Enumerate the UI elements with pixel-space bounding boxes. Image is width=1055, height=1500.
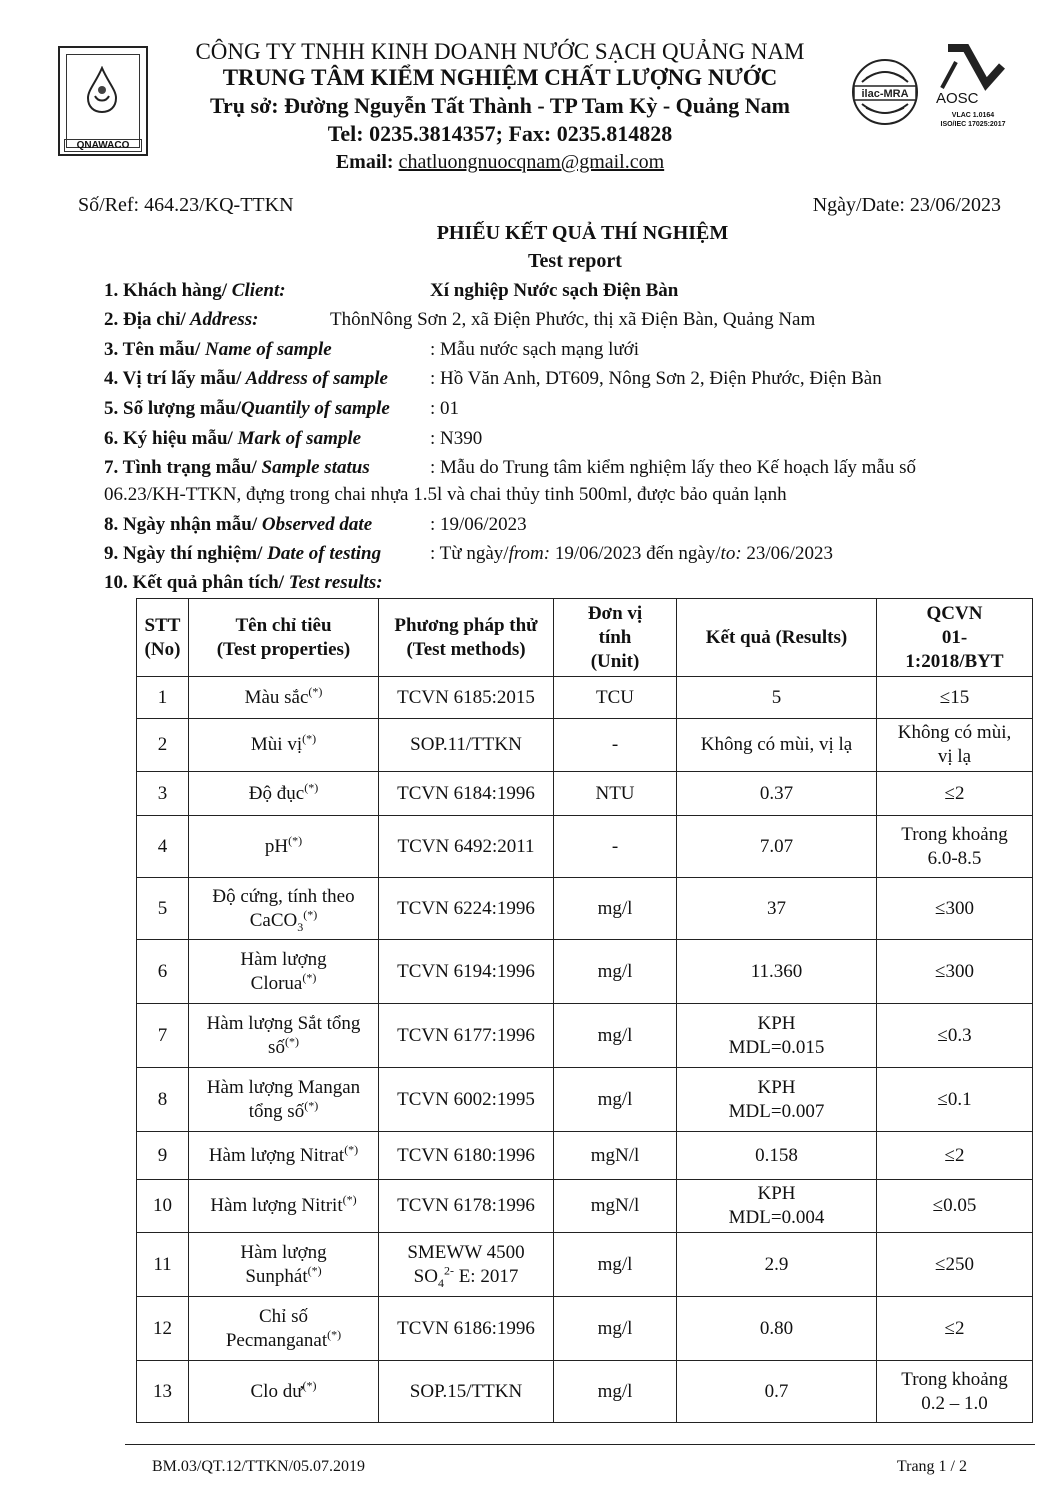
row-method: TCVN 6002:1995 [379, 1068, 554, 1132]
row-property: Hàm lượng Sunphát(*) [189, 1233, 379, 1297]
reference-number: Số/Ref: 464.23/KQ-TTKN [78, 194, 294, 216]
row-stt: 9 [137, 1132, 189, 1180]
row-stt: 6 [137, 940, 189, 1004]
row-stt: 2 [137, 719, 189, 772]
row-stt: 1 [137, 677, 189, 719]
row-result: KPH MDL=0.015 [677, 1004, 877, 1068]
table-row [137, 940, 1033, 1004]
row-property: Độ đục(*) [189, 772, 379, 816]
row-limit: Trong khoảng 0.2 – 1.0 [877, 1361, 1033, 1423]
sample-status-value-cont: 06.23/KH-TTKN, đựng trong chai nhựa 1.5l và chai thủy tinh 500ml, được bảo quản lạnh [104, 484, 787, 505]
row-limit: Không có mùi, vị lạ [877, 719, 1033, 772]
sample-status-label: 7. Tình trạng mẫu/ Sample status [104, 457, 370, 478]
row-limit: ≤2 [877, 1297, 1033, 1361]
row-limit: ≤2 [877, 1132, 1033, 1180]
water-drop-icon [84, 66, 120, 114]
row-limit: ≤2 [877, 772, 1033, 816]
row-stt: 3 [137, 772, 189, 816]
table-row [137, 772, 1033, 816]
sample-quantity-value: : 01 [430, 398, 460, 419]
row-limit: ≤0.3 [877, 1004, 1033, 1068]
company-name: CÔNG TY TNHH KINH DOANH NƯỚC SẠCH QUẢNG NAM [195, 39, 805, 64]
row-method: TCVN 6186:1996 [379, 1297, 554, 1361]
row-property: Clo dư(*) [189, 1361, 379, 1423]
row-method: TCVN 6184:1996 [379, 772, 554, 816]
observed-date-value: : 19/06/2023 [430, 514, 527, 535]
table-row [137, 816, 1033, 878]
sample-mark-value: : N390 [430, 428, 483, 449]
row-stt: 5 [137, 878, 189, 940]
address-label: 2. Địa chỉ/ Address: [104, 309, 259, 330]
row-limit: ≤0.1 [877, 1068, 1033, 1132]
row-method: TCVN 6224:1996 [379, 878, 554, 940]
row-result: 2.9 [677, 1233, 877, 1297]
table-row [137, 1068, 1033, 1132]
sample-mark-label: 6. Ký hiệu mẫu/ Mark of sample [104, 428, 362, 449]
row-result: 0.158 [677, 1132, 877, 1180]
row-stt: 12 [137, 1297, 189, 1361]
row-property: Độ cứng, tính theo CaCO$_3$(*) [189, 878, 379, 940]
header-properties: Tên chỉ tiêu (Test properties) [189, 599, 379, 677]
table-row [137, 878, 1033, 940]
address-value: ThônNông Sơn 2, xã Điện Phước, thị xã Điện Bàn, Quảng Nam [330, 309, 816, 330]
row-stt: 11 [137, 1233, 189, 1297]
email-link[interactable]: chatluongnuocqnam@gmail.com [398, 151, 665, 173]
office-address: Trụ sở: Đường Nguyễn Tất Thành - TP Tam Kỳ - Quảng Nam [210, 93, 790, 118]
center-name: TRUNG TÂM KIỂM NGHIỆM CHẤT LƯỢNG NƯỚC [222, 65, 778, 90]
row-unit: mg/l [554, 1361, 677, 1423]
header-qcvn: QCVN 01- 1:2018/BYT [877, 599, 1033, 677]
client-label: 1. Khách hàng/ Client: [104, 280, 286, 301]
table-header-row [137, 599, 1033, 677]
testing-date-value: : Từ ngày/from: 19/06/2023 đến ngày/to: 23/06/2023 [430, 543, 833, 564]
row-limit: ≤300 [877, 940, 1033, 1004]
row-method: SOP.11/TTKN [379, 719, 554, 772]
row-stt: 13 [137, 1361, 189, 1423]
company-logo [58, 46, 148, 156]
row-method: TCVN 6185:2015 [379, 677, 554, 719]
row-stt: 8 [137, 1068, 189, 1132]
sample-status-value: : Mẫu do Trung tâm kiểm nghiệm lấy theo Kế hoạch lấy mẫu số [430, 457, 917, 478]
row-method: TCVN 6177:1996 [379, 1004, 554, 1068]
form-code: BM.03/QT.12/TTKN/05.07.2019 [152, 1458, 366, 1475]
sample-name-value: : Mẫu nước sạch mạng lưới [430, 339, 640, 360]
row-result: KPH MDL=0.007 [677, 1068, 877, 1132]
row-result: 0.7 [677, 1361, 877, 1423]
ilac-mra-logo [850, 52, 920, 132]
row-unit: mg/l [554, 878, 677, 940]
row-unit: mgN/l [554, 1180, 677, 1233]
table-row [137, 677, 1033, 719]
row-unit: mg/l [554, 1068, 677, 1132]
report-subtitle: Test report [528, 250, 622, 272]
observed-date-label: 8. Ngày nhận mẫu/ Observed date [104, 514, 373, 535]
header-stt: STT (No) [137, 599, 189, 677]
row-property: Hàm lượng Mangan tổng số(*) [189, 1068, 379, 1132]
iso-label: ISO/IEC 17025:2017 [940, 121, 1006, 128]
row-property: Chỉ số Pecmanganat(*) [189, 1297, 379, 1361]
table-row [137, 1132, 1033, 1180]
sample-quantity-label: 5. Số lượng mẫu/Quantily of sample [104, 398, 390, 419]
row-property: pH(*) [189, 816, 379, 878]
row-result: KPH MDL=0.004 [677, 1180, 877, 1233]
email-label: Email: [335, 151, 399, 173]
report-title: PHIẾU KẾT QUẢ THÍ NGHIỆM [436, 222, 729, 244]
row-result: 0.80 [677, 1297, 877, 1361]
header-results: Kết quả (Results) [677, 599, 877, 677]
testing-date-label: 9. Ngày thí nghiệm/ Date of testing [104, 543, 382, 564]
row-method: SMEWW 4500 $SO_4^{2-}$ E: 2017 [379, 1233, 554, 1297]
row-unit: - [554, 719, 677, 772]
table-row [137, 1361, 1033, 1423]
vilac-label: VLAC 1.0164 [951, 112, 995, 119]
row-unit: - [554, 816, 677, 878]
row-result: 5 [677, 677, 877, 719]
contact-email [150, 148, 850, 176]
page-number: Trang 1 / 2 [896, 1458, 967, 1475]
row-method: TCVN 6180:1996 [379, 1132, 554, 1180]
row-property: Hàm lượng Nitrat(*) [189, 1132, 379, 1180]
row-limit: ≤250 [877, 1233, 1033, 1297]
row-limit: ≤0.05 [877, 1180, 1033, 1233]
contact-phone: Tel: 0235.3814357; Fax: 0235.814828 [327, 121, 673, 146]
sample-location-label: 4. Vị trí lấy mẫu/ Address of sample [104, 368, 388, 389]
table-row [137, 719, 1033, 772]
row-result: 7.07 [677, 816, 877, 878]
row-property: Màu sắc(*) [189, 677, 379, 719]
row-unit: mg/l [554, 1004, 677, 1068]
row-unit: mg/l [554, 1233, 677, 1297]
row-limit: ≤15 [877, 677, 1033, 719]
report-date: Ngày/Date: 23/06/2023 [812, 194, 1001, 216]
table-row [137, 1233, 1033, 1297]
row-method: TCVN 6194:1996 [379, 940, 554, 1004]
test-results-label: 10. Kết quả phân tích/ Test results: [104, 572, 383, 593]
client-value: Xí nghiệp Nước sạch Điện Bàn [430, 280, 679, 301]
row-unit: mg/l [554, 1297, 677, 1361]
logo-caption: QNAWACO [64, 139, 142, 152]
row-result: 37 [677, 878, 877, 940]
row-stt: 7 [137, 1004, 189, 1068]
aosc-logo [928, 44, 1018, 136]
row-stt: 10 [137, 1180, 189, 1233]
footer-divider [125, 1444, 1035, 1445]
row-method: SOP.15/TTKN [379, 1361, 554, 1423]
row-unit: TCU [554, 677, 677, 719]
header-unit: Đơn vị tính (Unit) [554, 599, 677, 677]
aosc-label: AOSC [936, 90, 979, 107]
ilac-label: ilac-MRA [861, 88, 909, 100]
row-property: Mùi vị(*) [189, 719, 379, 772]
row-result: 11.360 [677, 940, 877, 1004]
row-unit: NTU [554, 772, 677, 816]
row-method: TCVN 6492:2011 [379, 816, 554, 878]
row-unit: mg/l [554, 940, 677, 1004]
row-result: Không có mùi, vị lạ [677, 719, 877, 772]
sample-location-value: : Hồ Văn Anh, DT609, Nông Sơn 2, Điện Phước, Điện Bàn [430, 368, 882, 389]
header-methods: Phương pháp thử (Test methods) [379, 599, 554, 677]
row-property: Hàm lượng Sắt tổng số(*) [189, 1004, 379, 1068]
row-stt: 4 [137, 816, 189, 878]
row-property: Hàm lượng Nitrit(*) [189, 1180, 379, 1233]
sample-name-label: 3. Tên mẫu/ Name of sample [104, 339, 332, 360]
table-row [137, 1004, 1033, 1068]
row-property: Hàm lượng Clorua(*) [189, 940, 379, 1004]
row-unit: mgN/l [554, 1132, 677, 1180]
row-limit: Trong khoảng 6.0-8.5 [877, 816, 1033, 878]
row-method: TCVN 6178:1996 [379, 1180, 554, 1233]
row-limit: ≤300 [877, 878, 1033, 940]
aosc-mark-icon [928, 44, 1018, 94]
results-table [136, 598, 1033, 1423]
table-row [137, 1297, 1033, 1361]
table-row [137, 1180, 1033, 1233]
row-result: 0.37 [677, 772, 877, 816]
